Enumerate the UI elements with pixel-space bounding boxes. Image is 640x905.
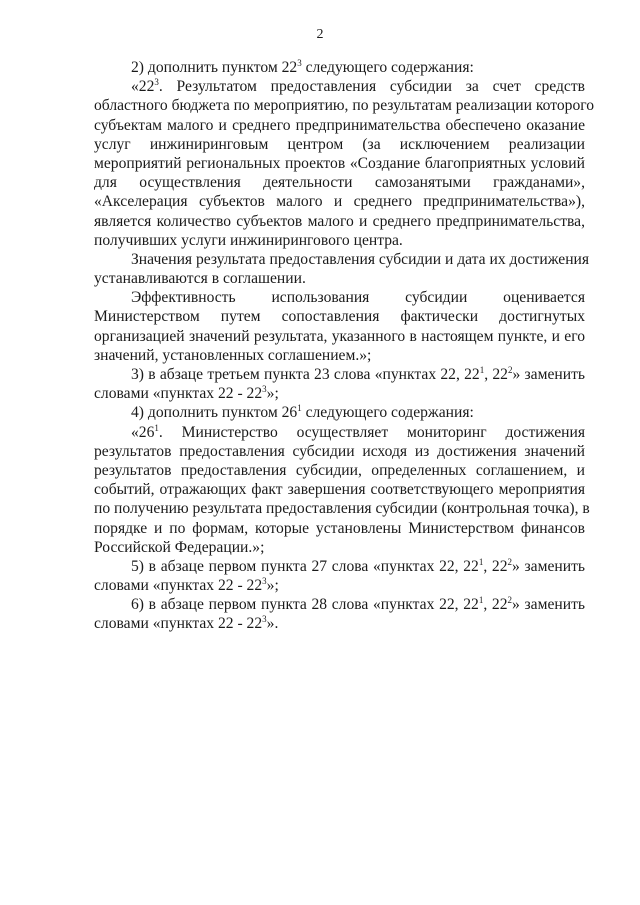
text-line: Министерством путем сопоставления фактически достигнутых bbox=[94, 308, 585, 326]
text-line: мероприятий региональных проектов «Создание благоприятных условий bbox=[94, 154, 585, 172]
text-line: для осуществления деятельности самозанятыми гражданами», bbox=[94, 174, 585, 192]
text-line: значений, установленных соглашением.»; bbox=[94, 346, 372, 364]
text-line: словами «пунктах $22 - 22^3$». bbox=[94, 614, 279, 633]
document-body bbox=[94, 58, 595, 634]
text-line: Значения результата предоставления субсидии и дата их достижения bbox=[131, 250, 590, 268]
text-line: Российской Федерации.»; bbox=[94, 538, 265, 556]
text-line: словами «пунктах $22 - 22^3$»; bbox=[94, 576, 279, 595]
text-line: субъектам малого и среднего предпринимательства обеспечено оказание bbox=[94, 116, 585, 134]
text-line: услуг инжиниринговым центром (за исключением реализации bbox=[94, 135, 585, 153]
text-line: Эффективность использования субсидии оценивается bbox=[131, 289, 585, 307]
text-line: 5) в абзаце первом пункта 27 слова «пунктах 22, $22^1$, $22^2$» заменить bbox=[131, 556, 586, 575]
text-line: получивших услуги инжинирингового центра. bbox=[94, 231, 403, 249]
text-line: порядке и по формам, которые установлены Министерством финансов bbox=[94, 519, 585, 537]
text-line: организацией значений результата, указанного в настоящем пункте, и его bbox=[94, 327, 585, 345]
text-line: является количество субъектов малого и среднего предпринимательства, bbox=[94, 212, 585, 230]
page-number: 2 bbox=[316, 27, 324, 42]
text-line: 2) дополнить пунктом $22^3$ следующего содержания: bbox=[131, 58, 474, 76]
text-line: «Акселерация субъектов малого и среднего предпринимательства»), bbox=[94, 193, 585, 211]
text-line: результатов предоставления субсидии, определенных соглашением, и bbox=[94, 461, 585, 479]
text-line: 6) в абзаце первом пункта 28 слова «пунктах 22, $22^1$, $22^2$» заменить bbox=[131, 595, 586, 614]
text-line: результатов предоставления субсидии исходя из достижения значений bbox=[94, 442, 585, 460]
text-line: устанавливаются в соглашении. bbox=[94, 270, 306, 288]
text-line: словами «пунктах $22 - 22^3$»; bbox=[94, 384, 279, 403]
text-line: областного бюджета по мероприятию, по результатам реализации которого bbox=[94, 97, 595, 115]
text-line: «$26^1$. Министерство осуществляет мониторинг достижения bbox=[131, 422, 585, 441]
text-line: по получению результата предоставления субсидии (контрольная точка), в bbox=[94, 500, 590, 518]
text-line: «$22^3$. Результатом предоставления субсидии за счет средств bbox=[131, 77, 585, 96]
text-line: 4) дополнить пунктом $26^1$ следующего содержания: bbox=[131, 403, 474, 422]
text-line: событий, отражающих факт завершения соответствующего мероприятия bbox=[94, 481, 585, 499]
text-line: 3) в абзаце третьем пункта 23 слова «пунктах 22, $22^1$, $22^2$» заменить bbox=[131, 365, 586, 383]
